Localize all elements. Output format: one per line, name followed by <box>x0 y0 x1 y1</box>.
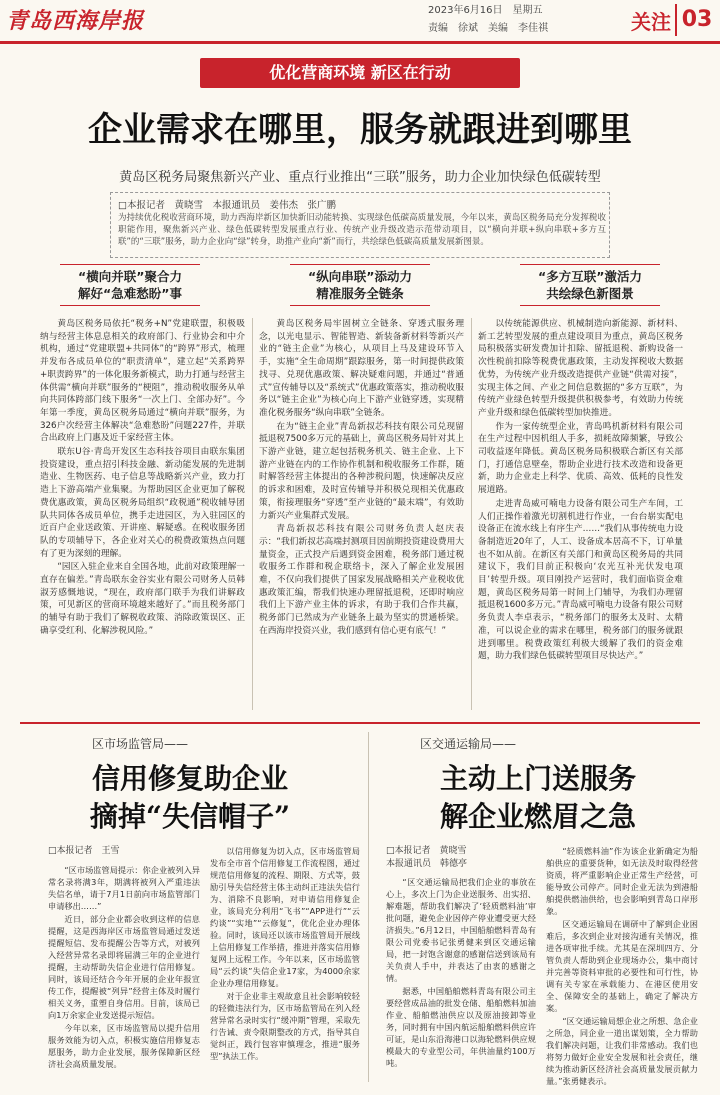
subhead-1: “横向并联”聚合力 解好“急难愁盼”事 <box>78 269 182 301</box>
subhead-3: “多方互联”激活力 共绘绿色新图景 <box>538 269 642 301</box>
paragraph: 以信用修复为切入点，区市场监管局发布全市首个信用修复工作流程图，通过规范信用修复的流程、期限、方式等，鼓励引导失信经营主体主动纠正违法失信行为、消除不良影响，对申请信用修复企业，该局充分利用“飞书”“APP进行”“云约谈”“实地”“云修复”，优化企业办理体验。同时，该局还以该市场监管局开展线上信用修复工作举措，推进并落实信用修复网上远程工作。今年以来，区市场监管局“云约谈”失信企业17家，为4000余家企业办理信用修复。 <box>210 846 360 988</box>
topic-banner: 优化营商环境 新区在行动 <box>200 58 520 88</box>
paragraph: 近日，部分企业都会收到这样的信息提醒，这是西海岸区市场监管局通过发送提醒短信、发布提醒公告等方式，对被列入经营异常名录即将届满三年的企业进行提醒，主动帮助失信企业进行信用修复。同时，该局还结合今年开展的企业年报宣传工作，提醒被“列异”经营主体及时履行相关义务，重塑自身信用。目前，该局已向1万余家企业发送提示短信。 <box>48 914 200 1020</box>
paragraph: 黄岛区税务局牢固树立全链条、穿透式服务理念，以光电显示、智能智造、新装备新材料等新兴产业的“链主企业”为核心，从项目上马及建设环节入手，实施“全生命周期”跟踪服务，第一时间提供政策找寻、兑现优惠政策、解决疑难问题，并通过“普通式”宣传辅导以及“系统式”优惠政策落实，推动税收服务以“链主企业”为核心向上下游产业链穿透，实现精准化税务服务“纵向串联”全链条。 <box>259 319 464 418</box>
left-story-column-b <box>210 845 360 1089</box>
paragraph: 以传统能源供应、机械制造向新能源、新材料、新工艺转型发展的重点建设项目为重点，黄岛区税务局积极落实研发费加计扣除、留抵退税、新购设备一次性税前扣除等税费优惠政策，主动发挥税收大数据优势，为传统产业升级改造提供产业链“供需对接”，实现主体之间、产业之间信息数据的“多方互联”，为传统产业绿色转型升级提供积极参考，有效助力传统产业升级和绿色低碳转型加快推进。 <box>478 319 683 418</box>
paragraph: “区交通运输局想企业之所想、急企业之所急，同企业一道出谋划策，全力帮助我们解决问题，让我们非常感动。我们也将努力做好企业安全发展和社会责任，继续为推动新区经济社会高质量发展贡献力量。”张勇健表示。 <box>546 1016 698 1086</box>
masthead <box>0 0 720 44</box>
paragraph: 作为一家传统型企业，青岛鸣机新材料有限公司在生产过程中因机组人手多，损耗故障频繁，导致公司收益逐年降低。黄岛区税务局积极联合新区有关部门，打通信息壁垒，帮助企业进行技术改造和设备更新，助力企业走上科学、优质、高效、低耗的良性发展道路。 <box>478 421 683 496</box>
right-story-byline: □本报记者 黄晓雪 本报通讯员 韩德亭 <box>386 846 468 869</box>
page-number: 03 <box>675 4 717 36</box>
paragraph: 据悉，中国船舶燃料青岛有限公司主要经营成品油的批发仓储、船舶燃料加油作业、船舶燃油供应以及原油接卸等业务，同时拥有中国内航运船舶燃料供应许可证，是山东沿海港口以海轮燃料供应规模最大的专业型公司，年供油量约100万吨。 <box>386 986 536 1068</box>
paragraph: 黄岛区税务局依托“税务+N”党建联盟，积极吸纳与经营主体息息相关的政府部门、行业协会和中介机构，通过“党建联盟+共同体”的“跨界”形式，梳理并发布各成员单位的“职责清单”，建立起“关系跨界+职责跨界”的一体化服务新模式，助力打通与经营主体供需“横向并联”服务的“梗阻”，推动税收服务从单向共同体跨部门线下服务“一次上门、全部办好”。今年第一季度，黄岛区税务局通过“横向并联”服务，为326户次经营主体解决“急难愁盼”问题227件，并联合出政府上门惠及近千家经营主体。 <box>40 319 245 444</box>
left-story-dept: 区市场监管局—— <box>92 737 189 751</box>
column-divider <box>471 318 472 710</box>
section-name: 关注 <box>631 10 671 34</box>
paragraph: “园区入驻企业来自全国各地，此前对政策理解一直存在偏差。”青岛联东金谷实业有限公司财务人员韩淑芳感慨地说，“现在，政府部门联手为我们讲解政策，可见新区的营商环境越来越好了。”而且税务部门的辅导有助于我们了解税收政策、消除政策误区、正确享受红利、化解涉税风险。” <box>40 562 245 636</box>
right-story-title: 主动上门送服务 解企业燃眉之急 <box>439 762 636 833</box>
main-subhead: 黄岛区税务局聚焦新兴产业、重点行业推出“三联”服务，助力企业加快绿色低碳转型 <box>119 170 601 185</box>
left-story-column-a <box>48 864 200 1089</box>
story-divider <box>368 732 369 1082</box>
paragraph: 对于企业非主观故意且社会影响较轻的轻微违法行为，区市场监管局在列入经营异常名录时实行“缓冲期”管理，采取先行告诫、责令限期整改的方式，指导其自觉纠正，践行包容审慎理念，推进“服务型”执法工作。 <box>210 991 360 1061</box>
main-headline: 企业需求在哪里，服务就跟进到哪里 <box>88 110 632 150</box>
left-story-byline: □本报记者 王雪 <box>48 846 120 856</box>
issue-date: 2023年6月16日 星期五 <box>428 5 543 16</box>
editors-line: 责编 徐斌 美编 李佳祺 <box>428 23 548 34</box>
main-byline: □本报记者 黄晓雪 本报通讯员 姜伟杰 张广鹏 <box>118 200 336 211</box>
section-divider <box>20 722 700 724</box>
paragraph: “轻质燃料油”作为该企业新确定为船舶供应的重要货种，如无法及时取得经营资质，将严重影响企业正常生产经营，可能导致公司停产。同时企业无法为到港船舶提供燃油供给，也会影响到青岛口岸形象。 <box>546 846 698 916</box>
paragraph: “区交通运输局把我们企业的事放在心上，多次上门为企业送服务、出实招、解难题，帮助我们解决了‘轻质燃料油’审批问题，避免企业因停产停业遭受更大经济损失。”6月12日，中国船舶燃料青岛有限公司党委书记张勇健来到区交通运输局，把一封饱含谢意的感谢信送到该局有关负责人手中，并表达了由衷的感谢之情。 <box>386 877 536 983</box>
right-story-column-b <box>546 845 698 1089</box>
subhead-2: “纵向串联”添动力 精准服务全链条 <box>308 269 412 301</box>
paragraph: 联东U谷·青岛开发区生态科技谷项目由联东集团投资建设，重点招引科技金融、新动能发展的先进制造业、生物医药、电子信息等战略新兴产业，致力打造上下游高端产业集聚。为帮助园区企业更加了解税费优惠政策，黄岛区税务局组织“政税通”税收辅导团队共同体各成员单位，携手走进园区，为入驻园区的近百户企业送政策、开讲座、解疑惑。在税收服务团队的专项辅导下，各企业对关心的税费政策热点问题有了更为深刻的理解。 <box>40 447 245 559</box>
left-story-title: 信用修复助企业 摘掉“失信帽子” <box>89 762 291 833</box>
paragraph: 今年以来，区市场监管局以提升信用服务效能为切入点，积极实施信用修复志愿服务，助力企业发展，服务保障新区经济社会高质量发展。 <box>48 1023 200 1069</box>
paragraph: “区市场监管局提示：你企业被列入异常名录将满3年，期满将被列入严重违法失信名单，请于7月1日前向市场监管部门申请移出……” <box>48 865 200 911</box>
article-column-1 <box>40 318 245 713</box>
column-divider <box>252 318 253 710</box>
article-column-3 <box>478 318 683 713</box>
intro-text: 为持续优化税收营商环境，助力西海岸新区加快新旧动能转换、实现绿色低碳高质量发展，今年以来，黄岛区税务局充分发挥税收职能作用，聚焦新兴产业、绿色低碳转型发展重点行业、传统产业升级改造示范带动项目，以“横向并联+纵向串联+多方互联”的“三联”服务，助力企业向“绿”转身，助推产业向“新”而行，共绘绿色低碳高质量发展新图景。 <box>118 213 606 247</box>
newspaper-logo: 青岛西海岸报 <box>6 8 145 34</box>
paragraph: 在为“链主企业”青岛新叔芯科技有限公司兑现留抵退税7500多万元的基础上，黄岛区税务局针对其上下游产业链，建立起包括税务机关、链主企业、上下游产业链在内的工作协作机制和税收服务工作群，随时解答经营主体提出的各种涉税问题，快速解决反应的诉求和困难，及时宣传辅导并积极兑现相关优惠政策，衔接理服务“穿透”至产业链的“最末端”，有效助力新兴产业集群式发展。 <box>259 421 464 521</box>
paragraph: 走进青岛威可喃电力设备有限公司生产车间，工人们正操作着激光切割机进行作业，一台台崭实配电设备正在流水线上有序生产……“我们从事传统电力设备制造近20年了，人工、设备成本居高不下，订单量也不如从前。在新区有关部门和黄岛区税务局的共同建议下，我们目前正积极向‘农光互补光伏发电项目’转型升级。项目刚投产运营时，我们面临资金难题，黄岛区税务局第一时间上门辅导，为我们办理留抵退税1600多万元。”青岛威可喃电力设备有限公司财务负责人李卓表示，“税务部门的服务太及时、太精准，可以说企业的需求在哪里，税务部门的服务就跟进到哪里。税费政策红利极大缓解了我们的资金难题，助力我们绿色低碳转型项目尽快达产。” <box>478 498 683 662</box>
paragraph: 区交通运输局在调研中了解到企业困难后，多次到企业对接沟通有关情况，推进各项审批手续。尤其是在深圳四方、分管负责人帮助到企业现场办公，集中商讨并完善等资料审批的必要性和可行性，协调有关专家在承载能力、在港区使用安全、保障安全的基础上，确定了解决方案。 <box>546 919 698 1013</box>
article-column-2 <box>259 318 464 713</box>
right-story-dept: 区交通运输局—— <box>420 737 517 751</box>
paragraph: 青岛新叔芯科技有限公司财务负责人赵庆表示：“我们新叔芯高端封测项目因前期投资建设费用大量资金，正式投产后遇到资金困难，税务部门通过税收服务工作群和税企联络卡，深入了解企业发展困难，不仅向我们提供了国家发展战略相关产业税收优惠政策汇编，帮我们快速办理留抵退税，还即时响应我们上下游产业主体的诉求，有助于我们合作共赢，税务部门已然成为产业链条上最为坚实的贯通桥梁。在西海岸投资兴业，我们感到有信心更有底气！” <box>259 524 464 636</box>
right-story-column-a <box>386 876 536 1089</box>
